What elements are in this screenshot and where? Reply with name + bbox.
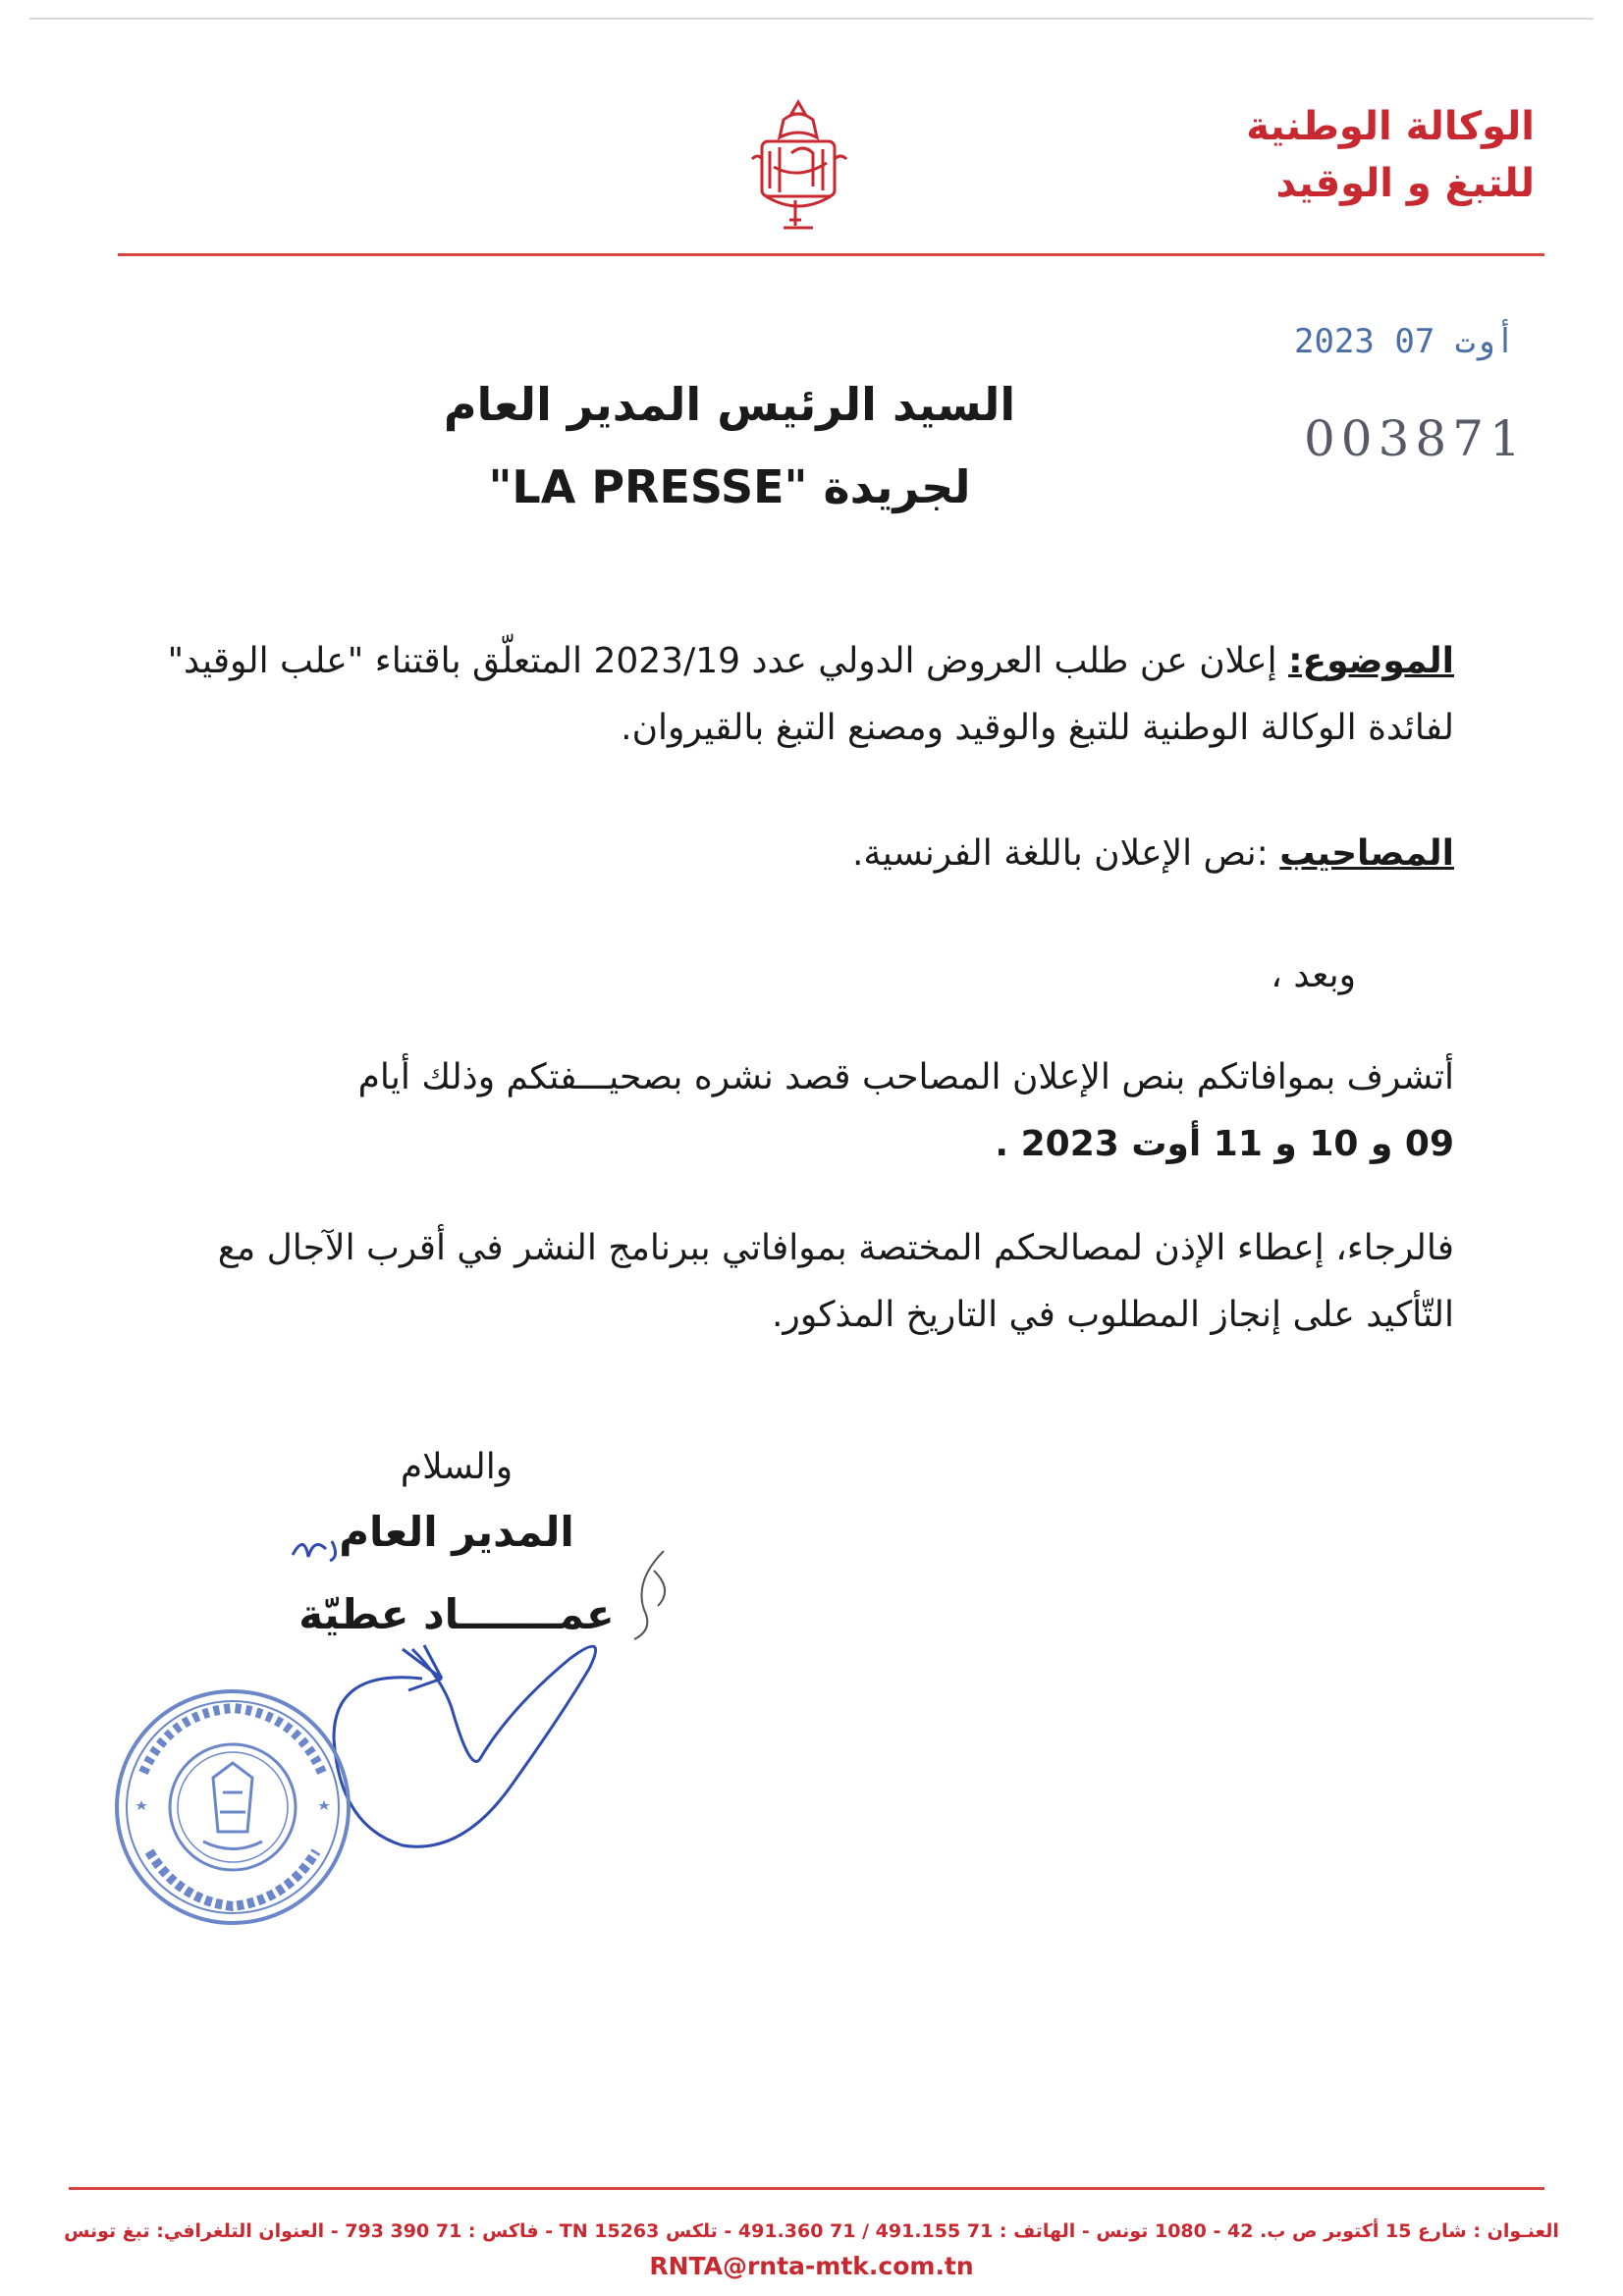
footer-email: RNTA@rnta-mtk.com.tn bbox=[649, 2252, 974, 2280]
signatory-title: المدير العام bbox=[339, 1508, 574, 1556]
closing-salutation: والسلام bbox=[400, 1447, 514, 1487]
body-paragraph-1-text: أتشرف بموافاتكم بنص الإعلان المصاحب قصد نشره بصحيـــفتكم وذلك أيام bbox=[357, 1057, 1454, 1097]
addressee-line2: لجريدة "LA PRESSE" bbox=[488, 460, 971, 513]
top-border bbox=[29, 18, 1594, 20]
addressee bbox=[386, 363, 1073, 528]
header-divider bbox=[118, 253, 1544, 256]
org-name-line2: للتبغ و الوقيد bbox=[1275, 161, 1535, 206]
body-paragraph-1 bbox=[158, 1044, 1454, 1178]
signatory-name: عمـــــــاد عطيّة bbox=[298, 1590, 615, 1638]
subject-label: الموضوع: bbox=[1288, 641, 1454, 681]
stamp-date: 2023 أوت 07 bbox=[1294, 322, 1516, 361]
attachment-text: :نص الإعلان باللغة الفرنسية. bbox=[851, 833, 1269, 874]
footer-address: العنـوان : شارع 15 أكتوبر ص ب. 42 - 1080 تونس - الهاتف : 71 491.155 / 71 491.360 - تلكس 15263 TN - فاكس : 71 390 793 - العنوان التلغرافي: تبغ تونس bbox=[64, 2220, 1559, 2242]
official-seal-icon bbox=[110, 1684, 355, 1934]
footer-divider bbox=[69, 2187, 1544, 2190]
org-name-line1: الوكالة الوطنية bbox=[1246, 104, 1535, 149]
addressee-line1: السيد الرئيس المدير العام bbox=[443, 378, 1016, 431]
publication-dates: 09 و 10 و 11 أوت 2023 . bbox=[995, 1124, 1454, 1164]
attachment-label: المصاحيب bbox=[1279, 833, 1454, 874]
initials-mark-icon bbox=[287, 1527, 346, 1571]
stamp-number: 003871 bbox=[1304, 410, 1527, 467]
greeting: وبعد ، bbox=[1271, 955, 1356, 995]
agency-logo-icon bbox=[744, 98, 852, 236]
paraph-mark-icon bbox=[624, 1541, 693, 1653]
attachment-paragraph bbox=[158, 821, 1454, 887]
subject-text: إعلان عن طلب العروض الدولي عدد 2023/19 المتعلّق باقتناء "علب الوقيد" لفائدة الوكالة الوطنية للتبغ والوقيد ومصنع التبغ بالقيروان. bbox=[167, 641, 1454, 748]
body-paragraph-2: فالرجاء، إعطاء الإذن لمصالحكم المختصة بموافاتي ببرنامج النشر في أقرب الآجال مع التّأكيد على إنجاز المطلوب في التاريخ المذكور. bbox=[217, 1228, 1454, 1335]
organization-name bbox=[1122, 98, 1535, 212]
subject-paragraph bbox=[158, 628, 1454, 762]
